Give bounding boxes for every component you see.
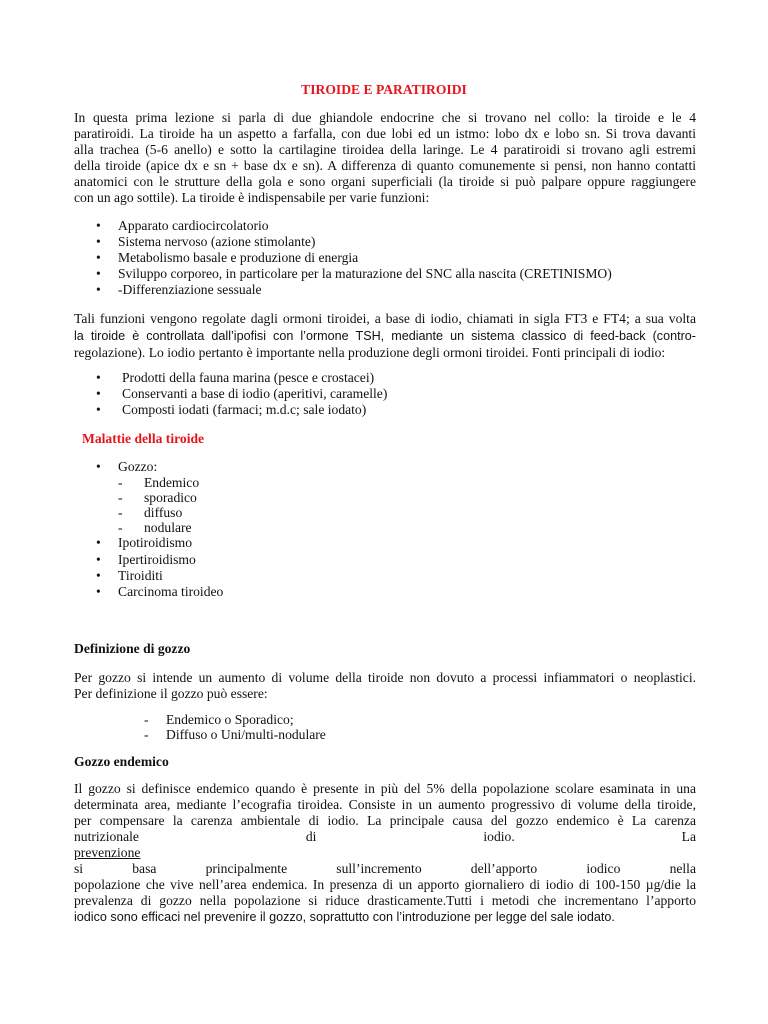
goiter-type-item xyxy=(74,505,223,520)
endemic-line: iodico sono efficaci nel prevenire il gozzo, soprattutto con l’introduzione per legge del sale iodato. xyxy=(74,910,615,924)
intro-line: con un ago sottile). La tiroide è indispensabile per varie funzioni: xyxy=(74,190,430,205)
definition-heading: Definizione di gozzo xyxy=(74,641,191,656)
endemic-line-text: nutrizionale di iodio. La xyxy=(74,829,696,844)
disease-label: Tiroiditi xyxy=(118,568,163,583)
list-item: • Metabolismo basale e produzione di energia xyxy=(74,250,612,266)
list-item: • Composti iodati (farmaci; m.d.c; sale iodato) xyxy=(74,402,387,418)
disease-label: Carcinoma tiroideo xyxy=(118,584,224,599)
goiter-type-item xyxy=(74,520,223,535)
endemic-line xyxy=(74,829,696,877)
classification-label: Endemico o Sporadico; xyxy=(166,712,294,727)
list-item: • Sistema nervoso (azione stimolante) xyxy=(74,234,612,250)
definition-line: Per definizione il gozzo può essere: xyxy=(74,686,268,701)
iodine-sources-list xyxy=(74,370,387,418)
hormones-line: Tali funzioni vengono regolate dagli ormoni tiroidei, a base di iodio, chiamati in sigla FT3 e FT4; a sua volta xyxy=(74,311,696,326)
intro-line: anatomici con le strutture della gola e sono organi superficiali (la tiroide si può palpare oppure raggiungere xyxy=(74,174,696,189)
intro-line: In questa prima lezione si parla di due ghiandole endocrine che si trovano nel collo: la tiroide e le 4 xyxy=(74,110,696,125)
endemic-heading: Gozzo endemico xyxy=(74,754,169,769)
list-item xyxy=(74,584,223,600)
functions-list xyxy=(74,218,612,298)
intro-paragraph xyxy=(74,110,696,206)
list-item: • Apparato cardiocircolatorio xyxy=(74,218,612,234)
dash: - xyxy=(118,520,123,535)
endemic-line: per compensare la carenza ambientale di iodio. La principale causa del gozzo endemico è La carenza xyxy=(74,813,696,828)
classification-list xyxy=(74,712,326,742)
dash: - xyxy=(144,712,149,727)
endemic-line: Il gozzo si definisce endemico quando è presente in più del 5% della popolazione scolare esaminata in una xyxy=(74,781,696,796)
goiter-type-label: sporadico xyxy=(144,490,197,505)
list-item: • -Differenziazione sessuale xyxy=(74,282,612,298)
hormones-paragraph xyxy=(74,311,696,361)
classification-label: Diffuso o Uni/multi-nodulare xyxy=(166,727,326,742)
goiter-type-item xyxy=(74,475,223,490)
list-item xyxy=(74,535,223,552)
bullet: • xyxy=(96,535,101,550)
endemic-paragraph xyxy=(74,781,696,925)
hormones-line: regolazione). Lo iodio pertanto è importante nella produzione degli ormoni tiroidei. Fonti principali di iodio: xyxy=(74,345,666,360)
bullet: • xyxy=(96,552,101,567)
disease-label: Ipotiroidismo xyxy=(118,535,193,550)
intro-line: paratiroidi. La tiroide ha un aspetto a farfalla, con due lobi ed un istmo: lobo dx e lobo sn. Si trova davanti xyxy=(74,126,696,141)
goiter-type-label: diffuso xyxy=(144,505,183,520)
list-item: • Sviluppo corporeo, in particolare per la maturazione del SNC alla nascita (CRETINISMO) xyxy=(74,266,612,282)
dash: - xyxy=(118,475,123,490)
disease-label: Ipertiroidismo xyxy=(118,552,196,567)
page-title: TIROIDE E PARATIROIDI xyxy=(301,82,467,97)
dash: - xyxy=(118,505,123,520)
diseases-list xyxy=(74,459,223,600)
list-item: • Conservanti a base di iodio (aperitivi, caramelle) xyxy=(74,386,387,402)
dash: - xyxy=(144,727,149,742)
prevenzione-underlined: prevenzione xyxy=(74,845,141,860)
goiter-type-label: nodulare xyxy=(144,520,192,535)
classification-item xyxy=(74,727,326,742)
bullet: • xyxy=(96,584,101,599)
intro-line: della tiroide (apice dx e sn + base dx e sn). A differenza di quanto comunemente si pensi, non hanno contatti xyxy=(74,158,696,173)
goiter-label: Gozzo: xyxy=(118,459,158,474)
endemic-line-text: si basa principalmente sull’incremento dell’apporto iodico nella xyxy=(74,861,696,876)
diseases-heading: Malattie della tiroide xyxy=(82,431,205,446)
definition-line: Per gozzo si intende un aumento di volume della tiroide non dovuto a processi infiammatori o neoplastici. xyxy=(74,670,696,685)
endemic-line: prevalenza di gozzo nella popolazione si riduce drasticamente.Tutti i metodi che incrementano l’apporto xyxy=(74,893,696,908)
hormones-line: la tiroide è controllata dall’ipofisi con l’ormone TSH, mediante un sistema classico di feed-back (contro- xyxy=(74,329,696,343)
endemic-line xyxy=(74,797,696,813)
list-item xyxy=(74,459,223,475)
definition-paragraph xyxy=(74,670,696,702)
endemic-line: popolazione che vive nell’area endemica. In presenza di un apporto giornaliero di iodio di 100-150 µg/die la xyxy=(74,877,696,892)
list-item xyxy=(74,552,223,568)
endemic-line-text: determinata area, mediante l’ecografia tiroidea. Consiste in un aumento progressivo di volume della tiroide, xyxy=(74,797,696,812)
list-item: • Prodotti della fauna marina (pesce e crostacei) xyxy=(74,370,387,386)
goiter-type-label: Endemico xyxy=(144,475,200,490)
list-item xyxy=(74,568,223,584)
bullet: • xyxy=(96,568,101,583)
goiter-type-item xyxy=(74,490,223,505)
classification-item xyxy=(74,712,294,727)
bullet: • xyxy=(96,459,101,474)
dash: - xyxy=(118,490,123,505)
intro-line: alla trachea (5-6 anello) e sotto la cartilagine tiroidea della laringe. Le 4 paratiroidi si trovano agli estremi xyxy=(74,142,696,157)
